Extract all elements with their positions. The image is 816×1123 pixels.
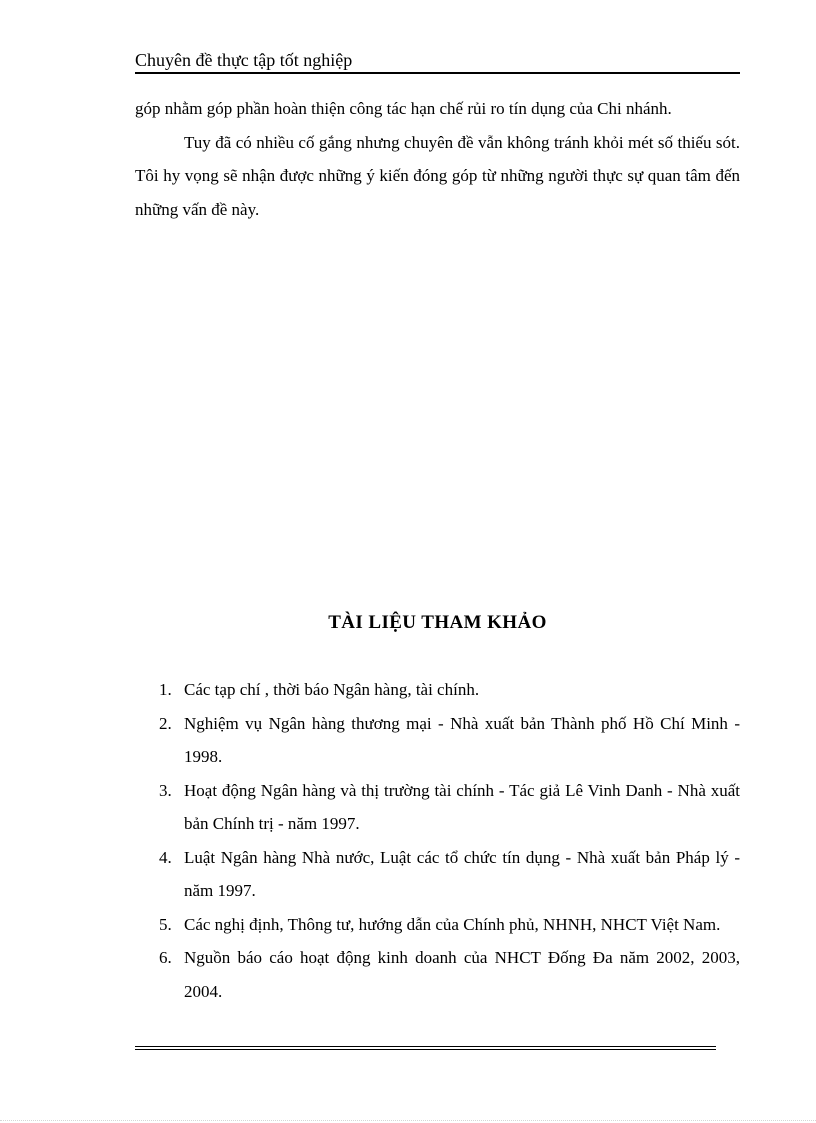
reference-text: Nguồn báo cáo hoạt động kinh doanh của NHCT Đống Đa năm 2002, 2003, 2004.	[184, 948, 740, 1001]
reference-text: Nghiệm vụ Ngân hàng thương mại - Nhà xuất bản Thành phố Hồ Chí Minh - 1998.	[184, 713, 740, 766]
reference-text: Hoạt động Ngân hàng và thị trường tài chính - Tác giả Lê Vinh Danh - Nhà xuất bản Chính trị - năm 1997.	[184, 780, 740, 833]
footer-divider	[135, 1046, 716, 1050]
references-title: TÀI LIỆU THAM KHẢO	[328, 612, 547, 633]
reference-item	[155, 707, 740, 774]
reference-item	[155, 774, 740, 841]
reference-text: Các tạp chí , thời báo Ngân hàng, tài chính.	[184, 680, 480, 699]
reference-text: Các nghị định, Thông tư, hướng dẫn của Chính phủ, NHNH, NHCT Việt Nam.	[184, 914, 721, 934]
intro-text	[135, 92, 740, 226]
reference-number: 4.	[159, 847, 172, 867]
reference-item	[155, 941, 740, 1008]
intro-paragraph-2: Tuy đã có nhiều cố gắng nhưng chuyên đề vẫn không tránh khỏi mét số thiếu sót. Tôi hy vọng sẽ nhận được những ý kiến đóng góp từ những người thực sự quan tâm đến những vấn đề này.	[135, 132, 740, 219]
page-bottom-border	[0, 1120, 816, 1121]
reference-number: 6.	[159, 948, 172, 967]
reference-item	[155, 841, 740, 908]
reference-number: 2.	[159, 713, 172, 733]
reference-number: 5.	[159, 914, 172, 934]
reference-number: 3.	[159, 780, 172, 800]
header-title: Chuyên đề thực tập tốt nghiệp	[135, 50, 353, 70]
reference-text: Luật Ngân hàng Nhà nước, Luật các tổ chức tín dụng - Nhà xuất bản Pháp lý - năm 1997.	[184, 847, 740, 900]
reference-item	[155, 908, 740, 942]
reference-item	[155, 673, 740, 707]
page-header	[135, 48, 740, 74]
references-list	[155, 673, 740, 1008]
reference-number: 1.	[159, 680, 172, 699]
intro-paragraph-1: góp nhằm góp phần hoàn thiện công tác hạn chế rủi ro tín dụng của Chi nhánh.	[135, 99, 672, 118]
